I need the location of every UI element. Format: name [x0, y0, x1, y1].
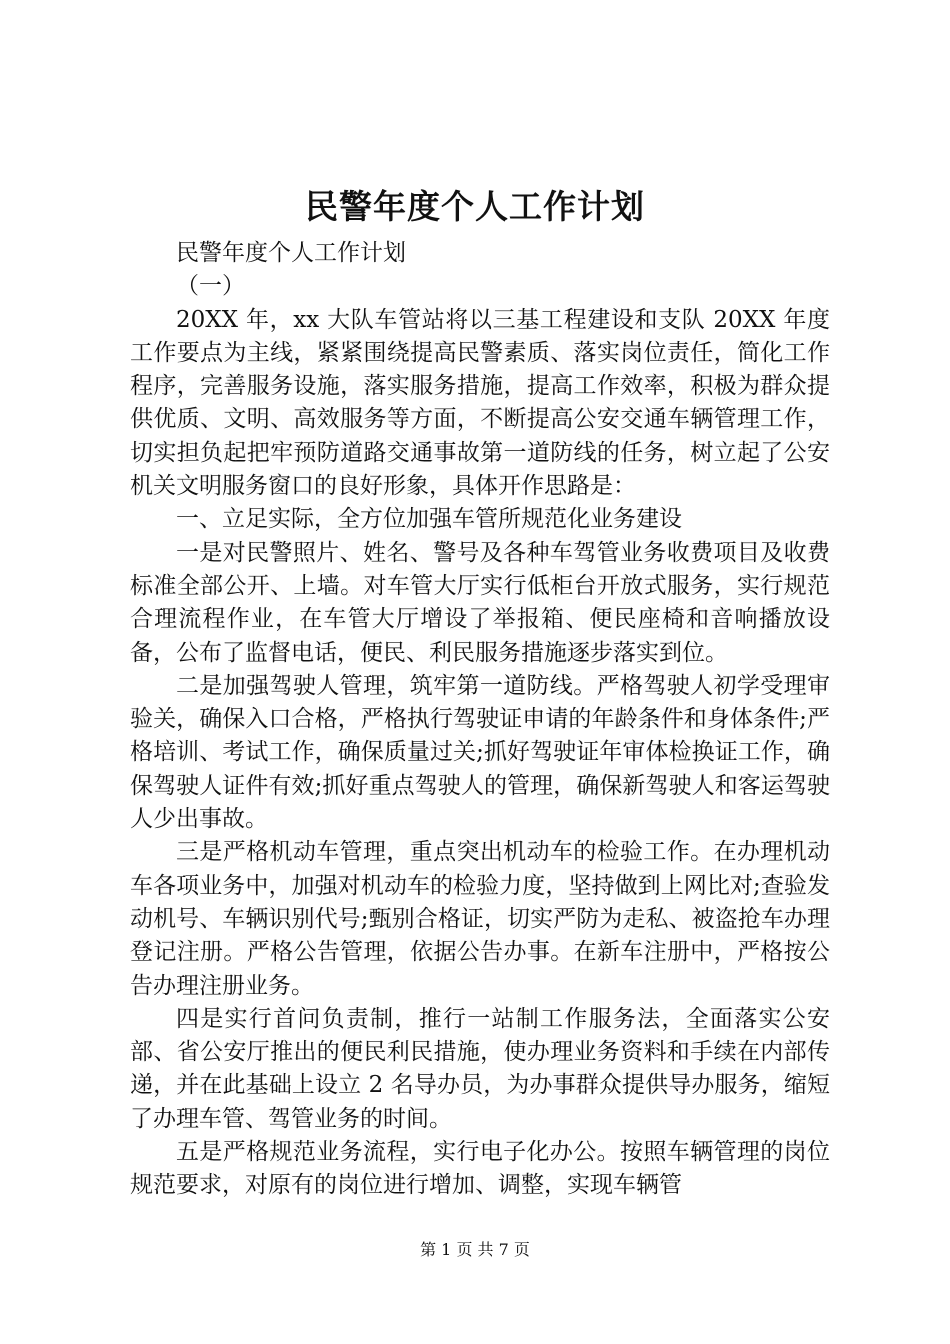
- page-footer: 第 1 页 共 7 页: [420, 1240, 530, 1259]
- paragraph-heading-one: 一、立足实际，全方位加强车管所规范化业务建设: [176, 506, 682, 533]
- document-body: [130, 237, 830, 1203]
- paragraph-point-five: 五是严格规范业务流程，实行电子化办公。按照车辆管理的岗位规范要求，对原有的岗位进行增加、调整，实现车辆管: [130, 1139, 830, 1199]
- paragraph-point-three: 三是严格机动车管理，重点突出机动车的检验工作。在办理机动车各项业务中，加强对机动车的检验力度，坚持做到上网比对;查验发动机号、车辆识别代号;甄别合格证，切实严防为走私、被盗抢车办理登记注册。严格公告管理，依据公告办事。在新车注册中，严格按公告办理注册业务。: [130, 839, 830, 999]
- paragraph-subtitle: 民警年度个人工作计划: [176, 240, 406, 266]
- paragraph-point-one: 一是对民警照片、姓名、警号及各种车驾管业务收费项目及收费标准全部公开、上墙。对车管大厅实行低柜台开放式服务，实行规范合理流程作业，在车管大厅增设了举报箱、便民座椅和音响播放设备，公布了监督电话，便民、利民服务措施逐步落实到位。: [130, 539, 830, 666]
- paragraph-point-four: 四是实行首问负责制，推行一站制工作服务法，全面落实公安部、省公安厅推出的便民利民措施，使办理业务资料和手续在内部传递，并在此基础上设立 2 名导办员，为办事群众提供导办服务，缩短了办理车管、驾管业务的时间。: [130, 1005, 830, 1132]
- paragraph-point-two: 二是加强驾驶人管理，筑牢第一道防线。严格驾驶人初学受理审验关，确保入口合格，严格执行驾驶证申请的年龄条件和身体条件;严格培训、考试工作，确保质量过关;抓好驾驶证年审体检换证工作，确保驾驶人证件有效;抓好重点驾驶人的管理，确保新驾驶人和客运驾驶人少出事故。: [130, 672, 830, 833]
- paragraph-intro: 20XX 年，xx 大队车管站将以三基工程建设和支队 20XX 年度工作要点为主线，紧紧围绕提高民警素质、落实岗位责任，简化工作程序，完善服务设施，落实服务措施，提高工作效率，积极为群众提供优质、文明、高效服务等方面，不断提高公安交通车辆管理工作，切实担负起把牢预防道路交通事故第一道防线的任务，树立起了公安机关文明服务窗口的良好形象，具体开作思路是：: [130, 306, 830, 500]
- document-title: 民警年度个人工作计划: [305, 187, 645, 226]
- paragraph-section-number: （一）: [176, 273, 245, 300]
